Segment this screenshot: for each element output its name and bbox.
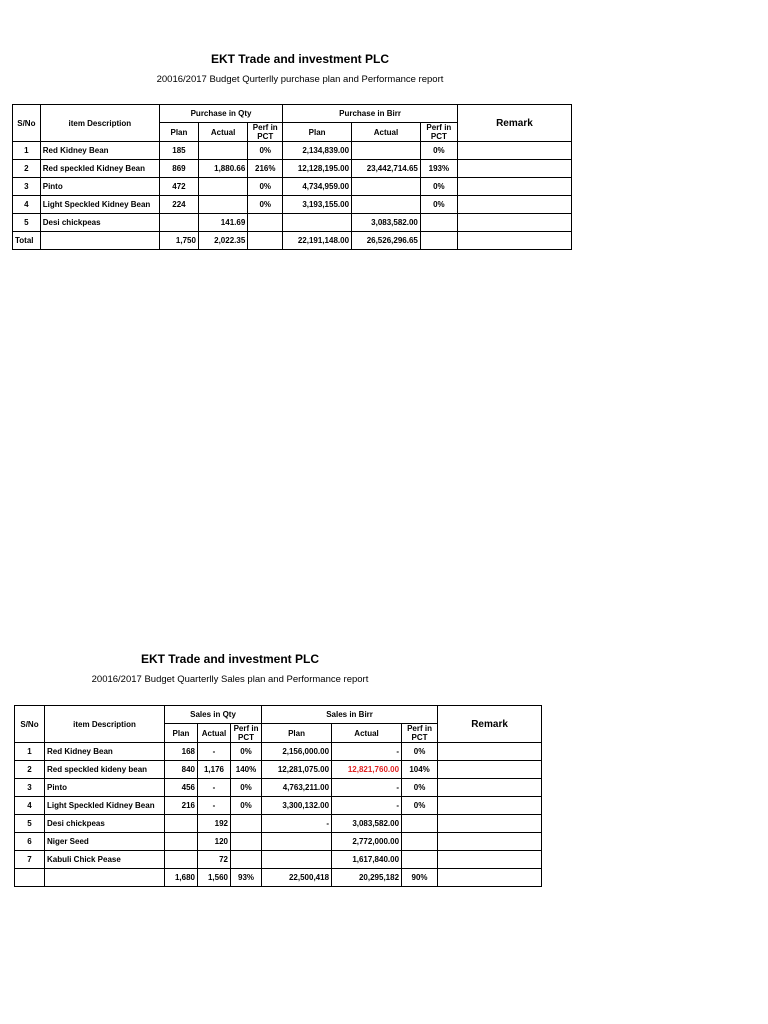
header-birr-actual: Actual [352,123,421,142]
cell-qty-perf [231,833,262,851]
cell-qty-actual [198,196,247,214]
cell-item [45,869,165,887]
cell-item [40,232,159,250]
sales-report-title: EKT Trade and investment PLC [140,652,320,666]
cell-total-qty-actual: 1,560 [198,869,231,887]
sales-table [14,705,542,887]
cell-qty-actual: - [198,743,231,761]
cell-remark [457,232,571,250]
cell-birr-perf: 0% [402,797,438,815]
cell-birr-perf: 0% [420,142,457,160]
cell-birr-actual: 3,083,582.00 [332,815,402,833]
cell-birr-perf: 0% [402,743,438,761]
cell-qty-perf: 0% [248,178,283,196]
cell-item: Desi chickpeas [45,815,165,833]
table-row [15,797,542,815]
header-remark: Remark [438,706,542,743]
cell-sno: 6 [15,833,45,851]
cell-qty-perf: 140% [231,761,262,779]
cell-qty-perf: 216% [248,160,283,178]
cell-birr-perf [420,214,457,232]
cell-remark [457,142,571,160]
cell-item: Kabuli Chick Pease [45,851,165,869]
cell-sno: 3 [13,178,41,196]
cell-item: Desi chickpeas [40,214,159,232]
cell-qty-plan: 869 [159,160,198,178]
cell-remark [438,815,542,833]
cell-qty-actual [198,178,247,196]
cell-sno: 3 [15,779,45,797]
cell-remark [438,779,542,797]
cell-total-qty-plan: 1,750 [159,232,198,250]
cell-item: Red speckled kideny bean [45,761,165,779]
cell-remark [457,196,571,214]
cell-birr-actual [352,196,421,214]
cell-item: Pinto [45,779,165,797]
table-row [15,743,542,761]
cell-remark [438,797,542,815]
cell-qty-actual: 192 [198,815,231,833]
header-birr-perf: Perf in PCT [402,724,438,743]
cell-remark [438,743,542,761]
table-row [15,779,542,797]
cell-remark [438,833,542,851]
cell-qty-plan [165,833,198,851]
cell-birr-perf [402,815,438,833]
cell-birr-perf: 104% [402,761,438,779]
cell-qty-plan [159,214,198,232]
header-birr-actual: Actual [332,724,402,743]
cell-birr-actual: - [332,779,402,797]
header-remark: Remark [457,105,571,142]
table-row [13,142,572,160]
cell-qty-actual: 72 [198,851,231,869]
table-row [15,851,542,869]
table-row [15,833,542,851]
cell-sno: 4 [13,196,41,214]
cell-birr-actual: 23,442,714.65 [352,160,421,178]
cell-birr-perf: 0% [402,779,438,797]
cell-item: Light Speckled Kidney Bean [45,797,165,815]
table-row [13,214,572,232]
cell-total-birr-plan: 22,500,418 [262,869,332,887]
cell-total-birr-plan: 22,191,148.00 [283,232,352,250]
table-row [13,178,572,196]
cell-total-birr-perf: 90% [402,869,438,887]
header-sno: S/No [15,706,45,743]
cell-qty-perf: 0% [231,743,262,761]
cell-remark [457,214,571,232]
cell-sno: 1 [13,142,41,160]
header-sales-in-birr: Sales in Birr [262,706,438,724]
table-row [13,196,572,214]
cell-birr-plan: 2,134,839.00 [283,142,352,160]
cell-sno: 2 [15,761,45,779]
header-sno: S/No [13,105,41,142]
cell-sno: 5 [13,214,41,232]
cell-qty-actual: 1,880.66 [198,160,247,178]
cell-birr-plan [262,833,332,851]
cell-birr-plan: 12,281,075.00 [262,761,332,779]
table-row [15,761,542,779]
cell-qty-actual: 1,176 [198,761,231,779]
cell-sno: 4 [15,797,45,815]
cell-total-qty-perf: 93% [231,869,262,887]
header-qty-perf: Perf in PCT [231,724,262,743]
header-qty-plan: Plan [165,724,198,743]
cell-birr-perf [402,851,438,869]
cell-birr-actual: - [332,743,402,761]
cell-qty-plan: 840 [165,761,198,779]
header-birr-plan: Plan [262,724,332,743]
cell-qty-plan: 216 [165,797,198,815]
cell-total-label [15,869,45,887]
cell-qty-plan: 185 [159,142,198,160]
cell-sno: 7 [15,851,45,869]
cell-qty-plan: 224 [159,196,198,214]
cell-sno: 1 [15,743,45,761]
cell-birr-actual-highlighted: 12,821,760.00 [332,761,402,779]
cell-qty-plan [165,815,198,833]
header-qty-plan: Plan [159,123,198,142]
cell-remark [438,869,542,887]
cell-qty-actual: - [198,779,231,797]
cell-remark [457,178,571,196]
cell-qty-perf: 0% [248,142,283,160]
cell-total-qty-plan: 1,680 [165,869,198,887]
header-purchase-in-birr: Purchase in Birr [283,105,458,123]
cell-remark [457,160,571,178]
cell-qty-plan: 168 [165,743,198,761]
header-birr-plan: Plan [283,123,352,142]
cell-qty-actual [198,142,247,160]
cell-remark [438,851,542,869]
cell-birr-actual: 2,772,000.00 [332,833,402,851]
header-item-description: item Description [40,105,159,142]
header-purchase-in-qty: Purchase in Qty [159,105,282,123]
cell-qty-perf [231,851,262,869]
cell-remark [438,761,542,779]
purchase-report-subtitle: 20016/2017 Budget Qurterlly purchase plan and Performance report [156,74,444,85]
cell-birr-plan [283,214,352,232]
cell-item: Light Speckled Kidney Bean [40,196,159,214]
cell-item: Red Kidney Bean [45,743,165,761]
cell-qty-perf [248,214,283,232]
total-row [15,869,542,887]
cell-birr-actual: - [332,797,402,815]
cell-total-qty-perf [248,232,283,250]
cell-birr-plan: 4,763,211.00 [262,779,332,797]
cell-qty-actual: 120 [198,833,231,851]
cell-birr-plan: 2,156,000.00 [262,743,332,761]
cell-birr-actual: 1,617,840.00 [332,851,402,869]
cell-item: Niger Seed [45,833,165,851]
cell-birr-plan: 3,300,132.00 [262,797,332,815]
header-item-description: item Description [45,706,165,743]
cell-total-label: Total [13,232,41,250]
cell-qty-perf: 0% [248,196,283,214]
cell-birr-actual [352,142,421,160]
cell-birr-plan [262,851,332,869]
cell-total-birr-actual: 20,295,182 [332,869,402,887]
table-row [13,160,572,178]
cell-qty-perf: 0% [231,779,262,797]
header-qty-actual: Actual [198,123,247,142]
cell-birr-perf [402,833,438,851]
cell-total-birr-actual: 26,526,296.65 [352,232,421,250]
header-sales-in-qty: Sales in Qty [165,706,262,724]
cell-qty-actual: 141.69 [198,214,247,232]
cell-item: Red speckled Kidney Bean [40,160,159,178]
purchase-report-title: EKT Trade and investment PLC [210,52,390,66]
purchase-table [12,104,572,250]
cell-total-birr-perf [420,232,457,250]
cell-total-qty-actual: 2,022.35 [198,232,247,250]
table-row [15,815,542,833]
cell-birr-perf: 193% [420,160,457,178]
cell-sno: 5 [15,815,45,833]
header-qty-perf: Perf in PCT [248,123,283,142]
header-qty-actual: Actual [198,724,231,743]
cell-qty-perf [231,815,262,833]
cell-qty-actual: - [198,797,231,815]
cell-birr-plan: - [262,815,332,833]
cell-birr-perf: 0% [420,178,457,196]
cell-qty-plan: 456 [165,779,198,797]
cell-birr-perf: 0% [420,196,457,214]
cell-birr-actual [352,178,421,196]
cell-birr-plan: 12,128,195.00 [283,160,352,178]
header-birr-perf: Perf in PCT [420,123,457,142]
cell-qty-perf: 0% [231,797,262,815]
cell-birr-plan: 4,734,959.00 [283,178,352,196]
cell-birr-plan: 3,193,155.00 [283,196,352,214]
cell-item: Pinto [40,178,159,196]
cell-qty-plan: 472 [159,178,198,196]
cell-sno: 2 [13,160,41,178]
total-row [13,232,572,250]
sales-report-subtitle: 20016/2017 Budget Quarterlly Sales plan and Performance report [91,674,369,685]
cell-qty-plan [165,851,198,869]
cell-birr-actual: 3,083,582.00 [352,214,421,232]
cell-item: Red Kidney Bean [40,142,159,160]
